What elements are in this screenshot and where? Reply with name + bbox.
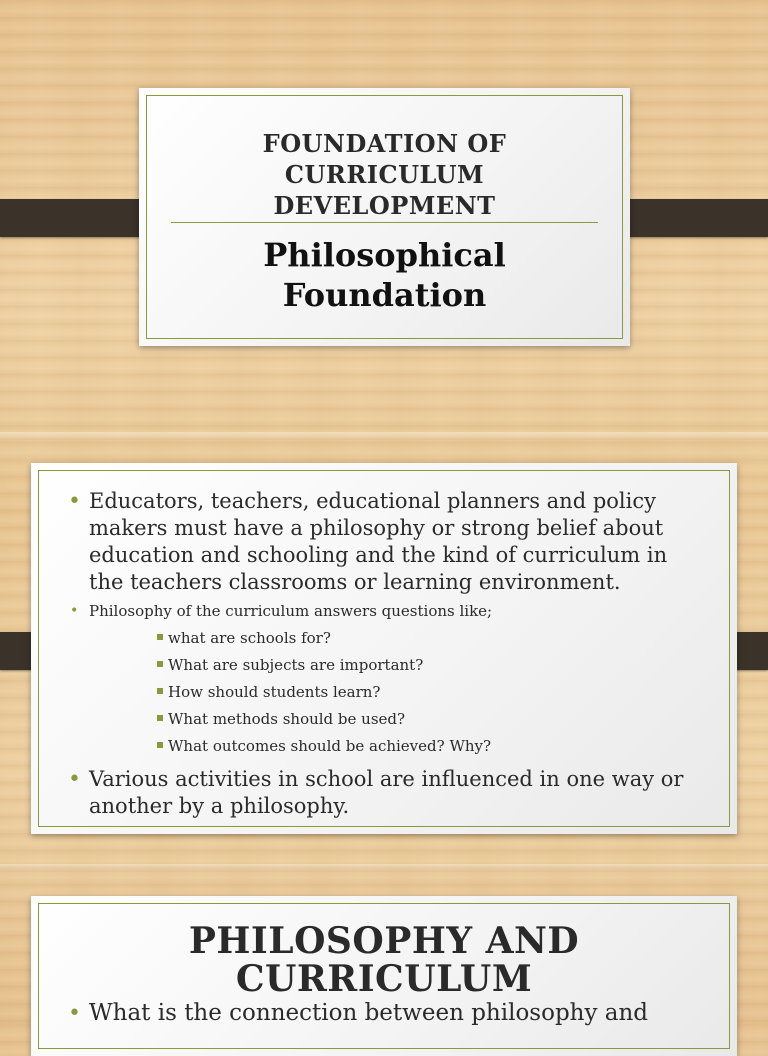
question-text: What methods should be used?	[168, 710, 406, 728]
bullet-text: Philosophy of the curriculum answers questions like;	[89, 602, 493, 620]
question-text: What outcomes should be achieved? Why?	[168, 737, 492, 755]
square-bullet-icon	[157, 661, 163, 667]
bullet-text: Various activities in school are influenced in one way or another by a philosophy.	[89, 767, 684, 818]
square-bullet-icon	[157, 715, 163, 721]
list-item	[39, 601, 729, 621]
sub-list-item	[39, 682, 729, 702]
square-bullet-icon	[157, 688, 163, 694]
card-border	[146, 95, 623, 339]
sub-list-item	[39, 655, 729, 675]
sub-list-item	[39, 709, 729, 729]
content-slide-card	[31, 896, 737, 1056]
list-item	[39, 1000, 729, 1027]
slide-title: PHILOSOPHY AND CURRICULUM	[188, 920, 580, 1000]
decor-tab-right	[613, 199, 768, 237]
question-text: How should students learn?	[168, 683, 381, 701]
presentation-subtitle: Philosophical Foundation	[263, 236, 506, 314]
bullet-text: Educators, teachers, educational planners and policy makers must have a philosophy or strong belief about education and schooling and the kind of curriculum in the teachers classrooms or learning environment.	[89, 489, 668, 594]
card-border	[38, 903, 730, 1049]
bullet-icon: •	[68, 767, 81, 792]
bullet-icon: •	[68, 1001, 81, 1026]
list-item	[39, 766, 729, 820]
square-bullet-icon	[157, 742, 163, 748]
bullet-icon: •	[68, 489, 81, 514]
presentation-title: FOUNDATION OF CURRICULUM DEVELOPMENT	[262, 129, 507, 220]
decor-tab-left	[0, 199, 155, 237]
content-slide-card	[31, 463, 737, 834]
bullet-text: What is the connection between philosophy and	[89, 1000, 649, 1026]
bullet-icon: •	[70, 603, 79, 619]
title-divider	[171, 222, 598, 223]
question-text: what are schools for?	[168, 629, 331, 647]
slide-separator	[0, 432, 768, 440]
bullet-list	[39, 1000, 729, 1027]
square-bullet-icon	[157, 634, 163, 640]
title-slide-card	[139, 88, 630, 346]
question-text: What are subjects are important?	[168, 656, 424, 674]
sub-list-item	[39, 736, 729, 756]
bullet-list	[39, 488, 729, 820]
card-border	[38, 470, 730, 827]
list-item	[39, 488, 729, 596]
slide-separator	[0, 864, 768, 872]
sub-list-item	[39, 628, 729, 648]
